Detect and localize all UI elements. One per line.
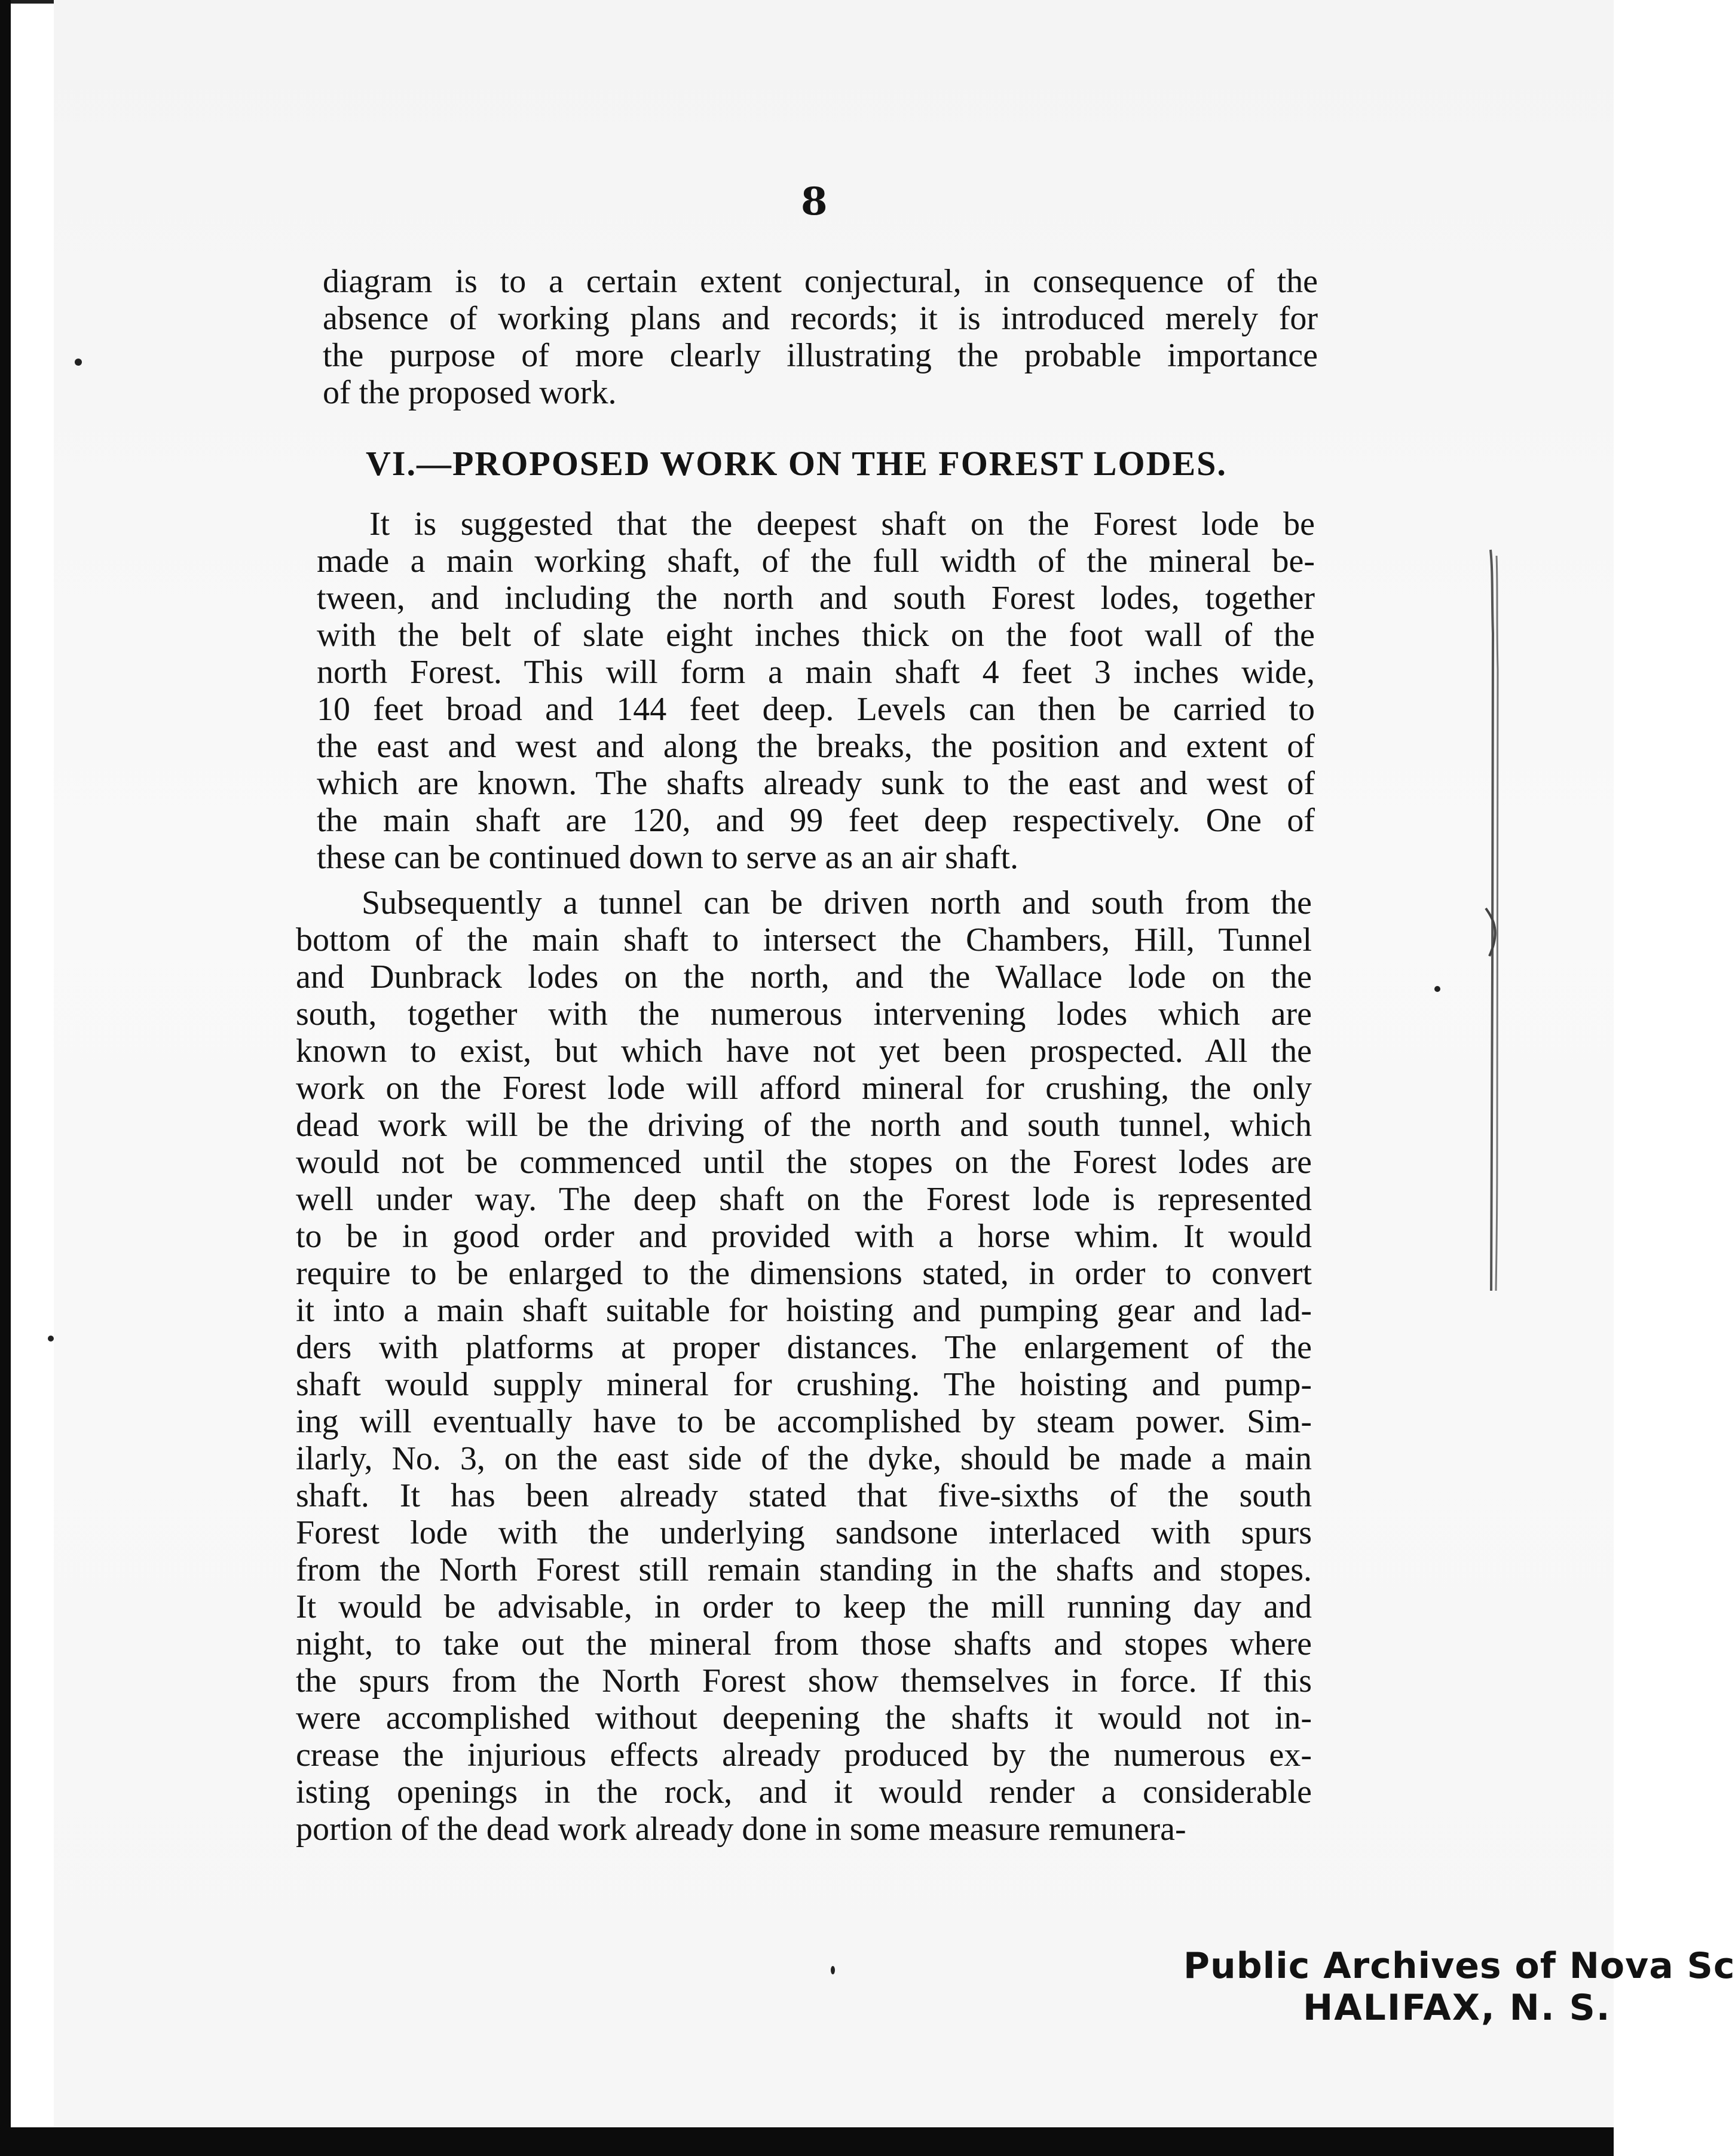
text-line: work on the Forest lode will afford mineral for crushing, the only	[296, 1070, 1312, 1107]
scan-speck	[48, 1336, 54, 1342]
text-line: to be in good order and provided with a horse whim. It would	[296, 1218, 1312, 1255]
text-line: It is suggested that the deepest shaft on the Forest lode be	[369, 506, 1315, 543]
text-line: south, together with the numerous intervening lodes which are	[296, 996, 1312, 1033]
text-line: the main shaft are 120, and 99 feet deep respectively. One of	[317, 802, 1315, 839]
scan-speck	[831, 1966, 835, 1974]
text-line: known to exist, but which have not yet been prospected. All the	[296, 1033, 1312, 1070]
text-line: require to be enlarged to the dimensions stated, in order to convert	[296, 1255, 1312, 1292]
text-line: night, to take out the mineral from those shafts and stopes where	[296, 1625, 1312, 1662]
text-line: and Dunbrack lodes on the north, and the Wallace lode on the	[296, 958, 1312, 996]
text-line: the east and west and along the breaks, the position and extent of	[317, 728, 1315, 765]
page-number: 8	[801, 179, 828, 224]
text-line: Forest lode with the underlying sandsone interlaced with spurs	[296, 1514, 1312, 1551]
text-line: isting openings in the rock, and it would render a considerable	[296, 1774, 1312, 1811]
text-line: 10 feet broad and 144 feet deep. Levels can then be carried to	[317, 691, 1315, 728]
text-line: absence of working plans and records; it is introduced merely for	[323, 300, 1318, 337]
text-line: of the proposed work.	[323, 374, 617, 411]
scan-speck	[75, 359, 82, 366]
text-line: were accomplished without deepening the shafts it would not in-	[296, 1699, 1312, 1737]
text-line: shaft would supply mineral for crushing. The hoisting and pump-	[296, 1366, 1312, 1403]
text-line: ilarly, No. 3, on the east side of the dyke, should be made a main	[296, 1440, 1312, 1477]
binding-thread	[1482, 550, 1500, 1291]
paragraph-proposed-shaft	[317, 506, 1315, 876]
archives-stamp	[1183, 1945, 1735, 2035]
text-line: diagram is to a certain extent conjectural, in consequence of the	[323, 263, 1318, 300]
scan-speck	[1434, 986, 1440, 992]
text-line: ders with platforms at proper distances. The enlargement of the	[296, 1329, 1312, 1366]
paragraph-tunnel-plan	[296, 884, 1312, 1848]
stamp-line-2: HALIFAX, N. S.	[1303, 1987, 1611, 2029]
text-line: from the North Forest still remain standing in the shafts and stopes.	[296, 1551, 1312, 1588]
intro-paragraph	[323, 263, 1318, 411]
scan-border-left	[0, 0, 11, 2156]
scan-border-bottom	[0, 2127, 1614, 2156]
text-line: these can be continued down to serve as an air shaft.	[317, 839, 1019, 876]
text-line: Subsequently a tunnel can be driven north and south from the	[362, 884, 1312, 921]
text-line: the spurs from the North Forest show themselves in force. If this	[296, 1662, 1312, 1699]
text-line: the purpose of more clearly illustrating the probable importance	[323, 337, 1318, 374]
text-line: shaft. It has been already stated that five-sixths of the south	[296, 1477, 1312, 1514]
text-line: portion of the dead work already done in some measure remunera-	[296, 1811, 1186, 1848]
text-line: which are known. The shafts already sunk to the east and west of	[317, 765, 1315, 802]
section-heading: VI.—PROPOSED WORK ON THE FOREST LODES.	[366, 444, 1227, 483]
text-line: tween, and including the north and south Forest lodes, together	[317, 580, 1315, 617]
text-line: bottom of the main shaft to intersect the Chambers, Hill, Tunnel	[296, 921, 1312, 958]
text-line: dead work will be the driving of the north and south tunnel, which	[296, 1107, 1312, 1144]
stamp-line-1: Public Archives of Nova Sc	[1183, 1945, 1735, 1987]
text-line: would not be commenced until the stopes on the Forest lodes are	[296, 1144, 1312, 1181]
text-line: north Forest. This will form a main shaft 4 feet 3 inches wide,	[317, 654, 1315, 691]
text-line: it into a main shaft suitable for hoisting and pumping gear and lad-	[296, 1292, 1312, 1329]
text-line: It would be advisable, in order to keep the mill running day and	[296, 1588, 1312, 1625]
text-line: ing will eventually have to be accomplished by steam power. Sim-	[296, 1403, 1312, 1440]
text-line: well under way. The deep shaft on the Forest lode is represented	[296, 1181, 1312, 1218]
text-line: made a main working shaft, of the full width of the mineral be-	[317, 543, 1315, 580]
text-line: with the belt of slate eight inches thick on the foot wall of the	[317, 617, 1315, 654]
text-line: crease the injurious effects already produced by the numerous ex-	[296, 1737, 1312, 1774]
